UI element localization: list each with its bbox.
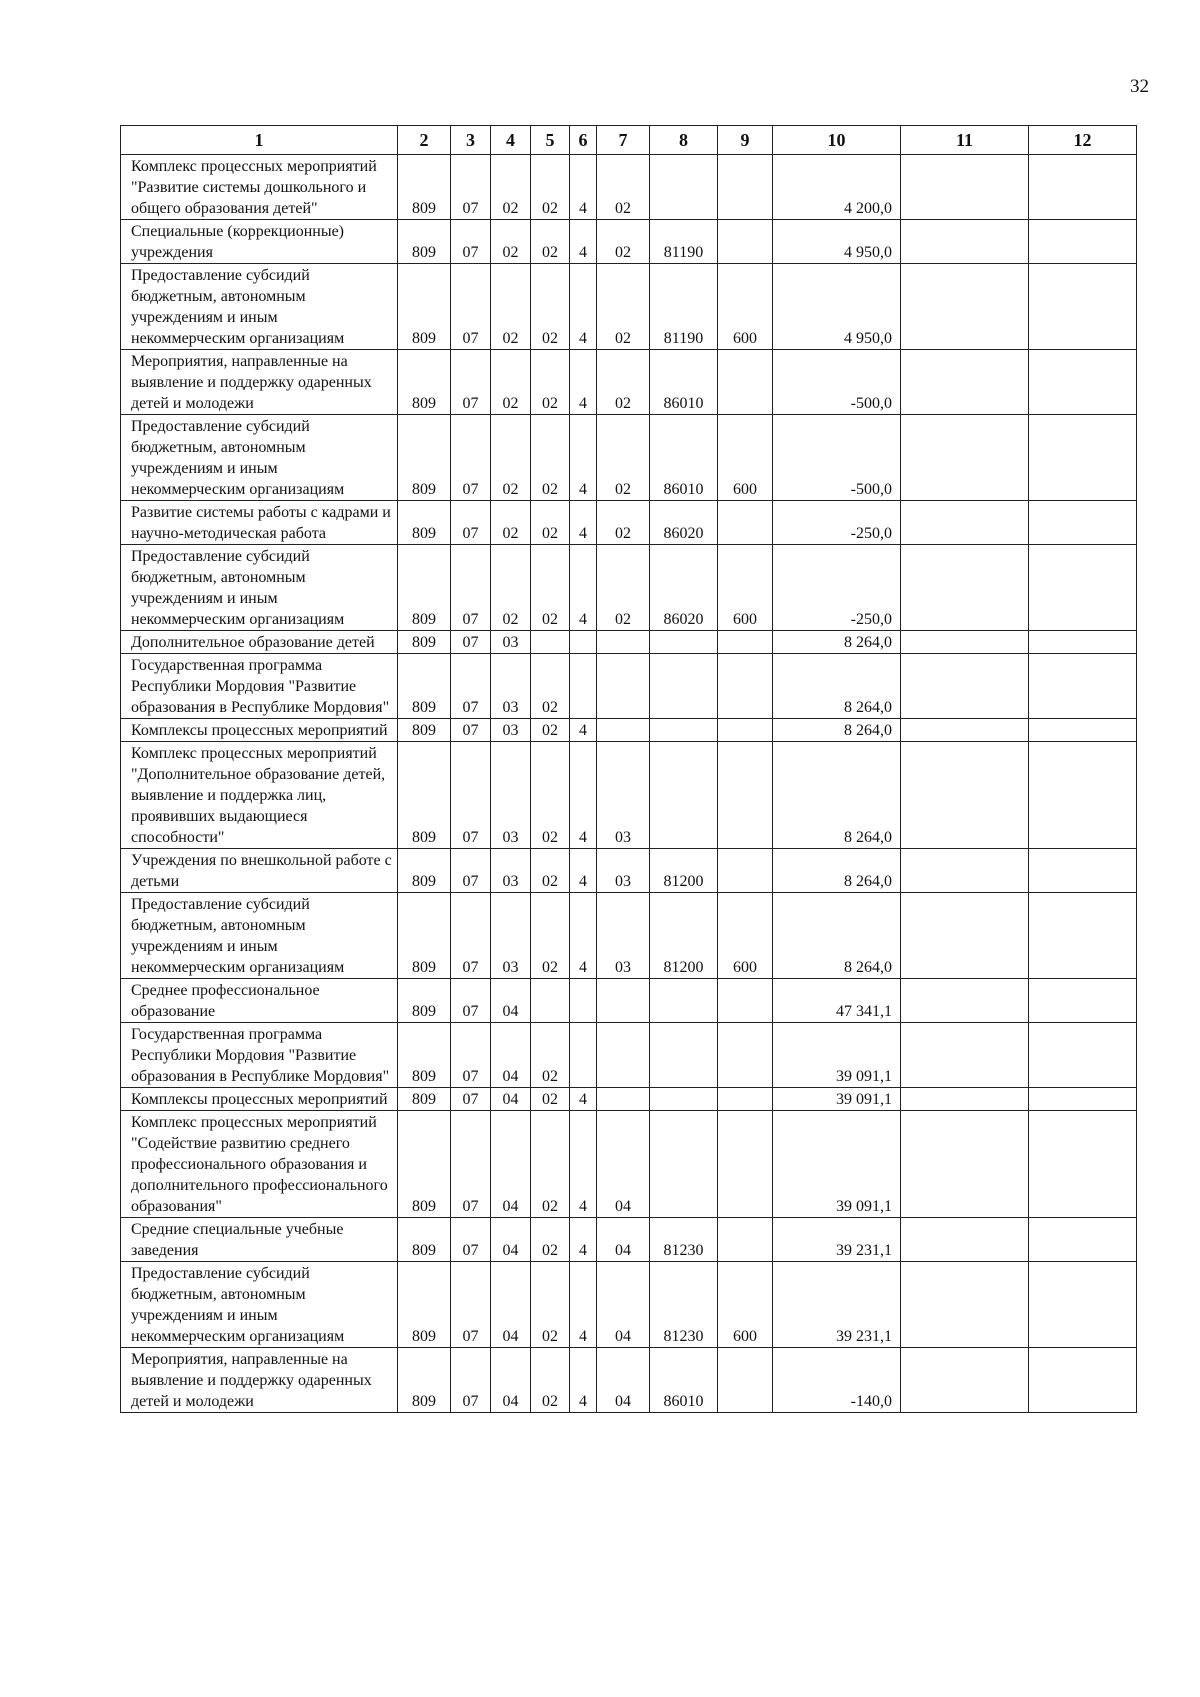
direction-cell: 4 [570, 719, 597, 742]
amount-cell: 8 264,0 [773, 849, 901, 893]
amount-cell-2 [901, 1262, 1029, 1348]
row-name-cell: Мероприятия, направленные на выявление и поддержку одаренных детей и молодежи [121, 350, 398, 415]
expense-type-cell [718, 1348, 773, 1413]
program-cell: 02 [491, 264, 531, 350]
event-cell: 02 [597, 501, 650, 545]
direction-cell: 4 [570, 849, 597, 893]
column-header: 6 [570, 126, 597, 155]
amount-cell-2 [901, 155, 1029, 220]
amount-cell-3 [1029, 1111, 1137, 1218]
program-cell: 04 [491, 979, 531, 1023]
amount-cell-3 [1029, 631, 1137, 654]
subsection-cell: 07 [451, 1348, 491, 1413]
column-header: 9 [718, 126, 773, 155]
expense-type-cell: 600 [718, 1262, 773, 1348]
subsection-cell: 07 [451, 719, 491, 742]
table-row [121, 1023, 1137, 1088]
section-cell: 809 [398, 545, 451, 631]
amount-cell-3 [1029, 264, 1137, 350]
direction-cell: 4 [570, 350, 597, 415]
row-name-cell: Среднее профессиональное образование [121, 979, 398, 1023]
section-cell: 809 [398, 1023, 451, 1088]
section-cell: 809 [398, 719, 451, 742]
subprogram-cell: 02 [531, 719, 570, 742]
expense-type-cell: 600 [718, 893, 773, 979]
subprogram-cell: 02 [531, 1218, 570, 1262]
amount-cell-2 [901, 220, 1029, 264]
program-cell: 03 [491, 719, 531, 742]
amount-cell: 8 264,0 [773, 719, 901, 742]
program-cell: 04 [491, 1218, 531, 1262]
amount-cell: -500,0 [773, 415, 901, 501]
amount-cell: 4 950,0 [773, 220, 901, 264]
expense-code-cell: 81190 [650, 264, 718, 350]
expense-code-cell [650, 1111, 718, 1218]
event-cell: 02 [597, 350, 650, 415]
row-name-cell: Предоставление субсидий бюджетным, автономным учреждениям и иным некоммерческим организациям [121, 415, 398, 501]
event-cell [597, 654, 650, 719]
subprogram-cell: 02 [531, 155, 570, 220]
expense-type-cell [718, 350, 773, 415]
column-header: 2 [398, 126, 451, 155]
direction-cell: 4 [570, 545, 597, 631]
subprogram-cell: 02 [531, 220, 570, 264]
direction-cell: 4 [570, 1111, 597, 1218]
program-cell: 03 [491, 849, 531, 893]
amount-cell: 39 091,1 [773, 1111, 901, 1218]
subprogram-cell: 02 [531, 501, 570, 545]
row-name-cell: Предоставление субсидий бюджетным, автономным учреждениям и иным некоммерческим организациям [121, 1262, 398, 1348]
expense-type-cell [718, 1023, 773, 1088]
amount-cell-2 [901, 654, 1029, 719]
expense-code-cell: 86020 [650, 501, 718, 545]
amount-cell-2 [901, 1218, 1029, 1262]
header-row [121, 126, 1137, 155]
program-cell: 02 [491, 545, 531, 631]
amount-cell-2 [901, 979, 1029, 1023]
row-name-cell: Специальные (коррекционные) учреждения [121, 220, 398, 264]
direction-cell: 4 [570, 1218, 597, 1262]
event-cell: 04 [597, 1262, 650, 1348]
subprogram-cell: 02 [531, 654, 570, 719]
amount-cell: 47 341,1 [773, 979, 901, 1023]
subsection-cell: 07 [451, 501, 491, 545]
expense-type-cell [718, 849, 773, 893]
subsection-cell: 07 [451, 1111, 491, 1218]
amount-cell: 8 264,0 [773, 742, 901, 849]
expense-code-cell: 86020 [650, 545, 718, 631]
subprogram-cell: 02 [531, 893, 570, 979]
event-cell: 04 [597, 1218, 650, 1262]
row-name-cell: Предоставление субсидий бюджетным, автономным учреждениям и иным некоммерческим организациям [121, 264, 398, 350]
table-body [121, 155, 1137, 1413]
expense-code-cell: 86010 [650, 415, 718, 501]
subsection-cell: 07 [451, 155, 491, 220]
subsection-cell: 07 [451, 545, 491, 631]
row-name-cell: Комплекс процессных мероприятий "Дополнительное образование детей, выявление и поддержка лиц, проявивших выдающиеся способности" [121, 742, 398, 849]
direction-cell: 4 [570, 155, 597, 220]
program-cell: 04 [491, 1111, 531, 1218]
event-cell: 02 [597, 264, 650, 350]
program-cell: 02 [491, 415, 531, 501]
expense-type-cell [718, 1088, 773, 1111]
table-row [121, 264, 1137, 350]
direction-cell: 4 [570, 742, 597, 849]
expense-code-cell: 86010 [650, 1348, 718, 1413]
column-header: 4 [491, 126, 531, 155]
event-cell: 03 [597, 742, 650, 849]
event-cell: 02 [597, 155, 650, 220]
amount-cell-3 [1029, 893, 1137, 979]
subsection-cell: 07 [451, 264, 491, 350]
amount-cell: -500,0 [773, 350, 901, 415]
amount-cell: 8 264,0 [773, 654, 901, 719]
program-cell: 03 [491, 893, 531, 979]
expense-type-cell: 600 [718, 264, 773, 350]
subsection-cell: 07 [451, 1262, 491, 1348]
section-cell: 809 [398, 220, 451, 264]
amount-cell-3 [1029, 1023, 1137, 1088]
program-cell: 04 [491, 1023, 531, 1088]
subsection-cell: 07 [451, 1218, 491, 1262]
amount-cell-2 [901, 264, 1029, 350]
table-row [121, 742, 1137, 849]
row-name-cell: Комплекс процессных мероприятий "Содействие развитию среднего профессионального образования и дополнительного профессионального образования" [121, 1111, 398, 1218]
amount-cell-3 [1029, 1218, 1137, 1262]
subprogram-cell: 02 [531, 350, 570, 415]
table-row [121, 979, 1137, 1023]
direction-cell: 4 [570, 1348, 597, 1413]
expense-code-cell [650, 742, 718, 849]
amount-cell-3 [1029, 415, 1137, 501]
table-row [121, 849, 1137, 893]
direction-cell [570, 631, 597, 654]
amount-cell: -140,0 [773, 1348, 901, 1413]
amount-cell-2 [901, 1111, 1029, 1218]
amount-cell-2 [901, 350, 1029, 415]
section-cell: 809 [398, 155, 451, 220]
direction-cell: 4 [570, 501, 597, 545]
expense-type-cell [718, 1111, 773, 1218]
subprogram-cell [531, 979, 570, 1023]
amount-cell-3 [1029, 501, 1137, 545]
expense-code-cell: 81230 [650, 1218, 718, 1262]
subsection-cell: 07 [451, 350, 491, 415]
direction-cell: 4 [570, 220, 597, 264]
page-number: 32 [1130, 76, 1149, 97]
section-cell: 809 [398, 1111, 451, 1218]
amount-cell: 39 231,1 [773, 1218, 901, 1262]
amount-cell: 8 264,0 [773, 631, 901, 654]
row-name-cell: Предоставление субсидий бюджетным, автономным учреждениям и иным некоммерческим организациям [121, 545, 398, 631]
amount-cell: 4 200,0 [773, 155, 901, 220]
table-row [121, 1088, 1137, 1111]
expense-code-cell: 81200 [650, 893, 718, 979]
expense-type-cell [718, 631, 773, 654]
table-row [121, 631, 1137, 654]
section-cell: 809 [398, 501, 451, 545]
table-row [121, 220, 1137, 264]
direction-cell: 4 [570, 893, 597, 979]
subprogram-cell: 02 [531, 1111, 570, 1218]
section-cell: 809 [398, 1348, 451, 1413]
amount-cell-3 [1029, 220, 1137, 264]
amount-cell: 39 231,1 [773, 1262, 901, 1348]
expense-type-cell: 600 [718, 415, 773, 501]
table-row [121, 545, 1137, 631]
event-cell: 02 [597, 545, 650, 631]
expense-type-cell [718, 501, 773, 545]
row-name-cell: Дополнительное образование детей [121, 631, 398, 654]
amount-cell-2 [901, 1088, 1029, 1111]
amount-cell-3 [1029, 155, 1137, 220]
amount-cell-2 [901, 719, 1029, 742]
direction-cell: 4 [570, 1262, 597, 1348]
amount-cell-3 [1029, 979, 1137, 1023]
section-cell: 809 [398, 1218, 451, 1262]
expense-code-cell [650, 654, 718, 719]
section-cell: 809 [398, 350, 451, 415]
subprogram-cell: 02 [531, 545, 570, 631]
subsection-cell: 07 [451, 654, 491, 719]
column-header: 3 [451, 126, 491, 155]
amount-cell-2 [901, 1023, 1029, 1088]
amount-cell: 8 264,0 [773, 893, 901, 979]
amount-cell-3 [1029, 1088, 1137, 1111]
expense-type-cell [718, 979, 773, 1023]
section-cell: 809 [398, 742, 451, 849]
event-cell [597, 631, 650, 654]
amount-cell: 39 091,1 [773, 1088, 901, 1111]
expense-code-cell: 81190 [650, 220, 718, 264]
section-cell: 809 [398, 979, 451, 1023]
expense-type-cell [718, 220, 773, 264]
section-cell: 809 [398, 1088, 451, 1111]
amount-cell: -250,0 [773, 545, 901, 631]
expense-code-cell [650, 631, 718, 654]
table-row [121, 893, 1137, 979]
section-cell: 809 [398, 849, 451, 893]
table-row [121, 501, 1137, 545]
subprogram-cell: 02 [531, 1348, 570, 1413]
column-header: 11 [901, 126, 1029, 155]
subprogram-cell: 02 [531, 1023, 570, 1088]
expense-type-cell [718, 654, 773, 719]
program-cell: 03 [491, 742, 531, 849]
event-cell: 03 [597, 849, 650, 893]
expense-code-cell [650, 155, 718, 220]
section-cell: 809 [398, 631, 451, 654]
column-header: 7 [597, 126, 650, 155]
program-cell: 04 [491, 1088, 531, 1111]
event-cell [597, 1088, 650, 1111]
column-header: 10 [773, 126, 901, 155]
subsection-cell: 07 [451, 1023, 491, 1088]
expense-code-cell [650, 1023, 718, 1088]
expense-type-cell: 600 [718, 545, 773, 631]
subprogram-cell: 02 [531, 849, 570, 893]
direction-cell [570, 979, 597, 1023]
direction-cell: 4 [570, 264, 597, 350]
section-cell: 809 [398, 264, 451, 350]
amount-cell-2 [901, 849, 1029, 893]
program-cell: 02 [491, 501, 531, 545]
column-header: 8 [650, 126, 718, 155]
section-cell: 809 [398, 654, 451, 719]
program-cell: 03 [491, 654, 531, 719]
direction-cell: 4 [570, 415, 597, 501]
event-cell [597, 1023, 650, 1088]
expense-type-cell [718, 742, 773, 849]
amount-cell-2 [901, 1348, 1029, 1413]
amount-cell-2 [901, 545, 1029, 631]
amount-cell: 4 950,0 [773, 264, 901, 350]
subsection-cell: 07 [451, 1088, 491, 1111]
section-cell: 809 [398, 415, 451, 501]
table-row [121, 719, 1137, 742]
table-row [121, 415, 1137, 501]
direction-cell: 4 [570, 1088, 597, 1111]
direction-cell [570, 1023, 597, 1088]
amount-cell-3 [1029, 742, 1137, 849]
row-name-cell: Комплексы процессных мероприятий [121, 1088, 398, 1111]
subsection-cell: 07 [451, 415, 491, 501]
expense-type-cell [718, 719, 773, 742]
table-row [121, 1262, 1137, 1348]
amount-cell-3 [1029, 654, 1137, 719]
program-cell: 04 [491, 1348, 531, 1413]
row-name-cell: Комплекс процессных мероприятий "Развитие системы дошкольного и общего образования детей" [121, 155, 398, 220]
section-cell: 809 [398, 1262, 451, 1348]
amount-cell-3 [1029, 1348, 1137, 1413]
row-name-cell: Государственная программа Республики Мордовия "Развитие образования в Республике Мордовия" [121, 654, 398, 719]
subsection-cell: 07 [451, 742, 491, 849]
subsection-cell: 07 [451, 893, 491, 979]
expense-code-cell [650, 719, 718, 742]
column-header: 1 [121, 126, 398, 155]
expense-code-cell: 81230 [650, 1262, 718, 1348]
table-row [121, 350, 1137, 415]
row-name-cell: Комплексы процессных мероприятий [121, 719, 398, 742]
event-cell: 04 [597, 1348, 650, 1413]
event-cell [597, 979, 650, 1023]
amount-cell-3 [1029, 849, 1137, 893]
amount-cell: -250,0 [773, 501, 901, 545]
program-cell: 02 [491, 350, 531, 415]
expense-code-cell [650, 1088, 718, 1111]
row-name-cell: Развитие системы работы с кадрами и научно-методическая работа [121, 501, 398, 545]
subprogram-cell [531, 631, 570, 654]
row-name-cell: Предоставление субсидий бюджетным, автономным учреждениям и иным некоммерческим организациям [121, 893, 398, 979]
subsection-cell: 07 [451, 849, 491, 893]
amount-cell-2 [901, 742, 1029, 849]
expense-type-cell [718, 1218, 773, 1262]
table-row [121, 1111, 1137, 1218]
event-cell: 04 [597, 1111, 650, 1218]
column-header: 5 [531, 126, 570, 155]
program-cell: 02 [491, 155, 531, 220]
column-header: 12 [1029, 126, 1137, 155]
subsection-cell: 07 [451, 979, 491, 1023]
amount-cell-2 [901, 415, 1029, 501]
expense-code-cell: 86010 [650, 350, 718, 415]
subprogram-cell: 02 [531, 742, 570, 849]
row-name-cell: Мероприятия, направленные на выявление и поддержку одаренных детей и молодежи [121, 1348, 398, 1413]
amount-cell-3 [1029, 719, 1137, 742]
expense-code-cell: 81200 [650, 849, 718, 893]
subprogram-cell: 02 [531, 415, 570, 501]
amount-cell-3 [1029, 1262, 1137, 1348]
amount-cell-2 [901, 631, 1029, 654]
table-row [121, 155, 1137, 220]
subprogram-cell: 02 [531, 264, 570, 350]
budget-table [120, 125, 1137, 1413]
program-cell: 03 [491, 631, 531, 654]
row-name-cell: Государственная программа Республики Мордовия "Развитие образования в Республике Мордовия" [121, 1023, 398, 1088]
expense-type-cell [718, 155, 773, 220]
table-row [121, 1348, 1137, 1413]
subsection-cell: 07 [451, 631, 491, 654]
program-cell: 04 [491, 1262, 531, 1348]
row-name-cell: Средние специальные учебные заведения [121, 1218, 398, 1262]
table-row [121, 1218, 1137, 1262]
subsection-cell: 07 [451, 220, 491, 264]
subprogram-cell: 02 [531, 1088, 570, 1111]
subprogram-cell: 02 [531, 1262, 570, 1348]
section-cell: 809 [398, 893, 451, 979]
event-cell [597, 719, 650, 742]
direction-cell [570, 654, 597, 719]
amount-cell-3 [1029, 350, 1137, 415]
amount-cell-3 [1029, 545, 1137, 631]
table-row [121, 654, 1137, 719]
amount-cell: 39 091,1 [773, 1023, 901, 1088]
event-cell: 02 [597, 220, 650, 264]
event-cell: 02 [597, 415, 650, 501]
amount-cell-2 [901, 501, 1029, 545]
expense-code-cell [650, 979, 718, 1023]
amount-cell-2 [901, 893, 1029, 979]
event-cell: 03 [597, 893, 650, 979]
row-name-cell: Учреждения по внешкольной работе с детьми [121, 849, 398, 893]
program-cell: 02 [491, 220, 531, 264]
